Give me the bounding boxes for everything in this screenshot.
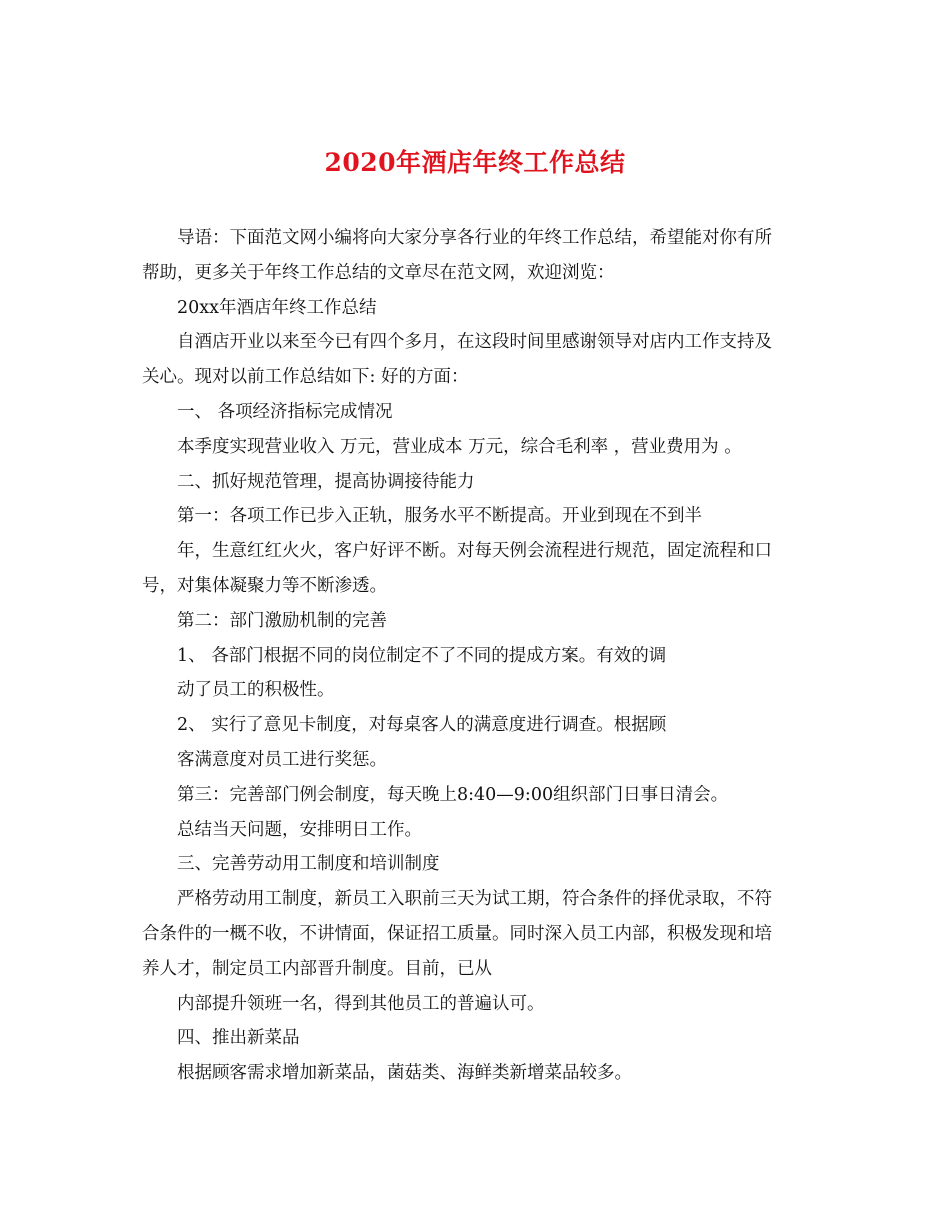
paragraph-line: 客满意度对员工进行奖惩。 [177,749,387,770]
paragraph-line: 总结当天问题，安排明日工作。 [177,819,422,840]
paragraph-line: 根据顾客需求增加新菜品，菌菇类、海鲜类新增菜品较多。 [177,1063,632,1084]
paragraph-line: 严格劳动用工制度，新员工入职前三天为试工期，符合条件的择优录取，不符 [177,889,772,910]
paragraph-line: 本季度实现营业收入 万元，营业成本 万元，综合毛利率 ，营业费用为 。 [177,436,742,457]
section-heading: 四、推出新菜品 [177,1028,300,1049]
paragraph-line: 号，对集体凝聚力等不断渗透。 [142,575,387,596]
paragraph-line: 动了员工的积极性。 [177,680,335,701]
paragraph-line: 第二：部门激励机制的完善 [177,610,387,631]
section-heading: 二、抓好规范管理，提高协调接待能力 [177,471,475,492]
list-item: 1、 各部门根据不同的岗位制定不了不同的提成方案。有效的调 [177,645,667,666]
paragraph-line: 第一：各项工作已步入正轨，服务水平不断提高。开业到现在不到半 [177,506,702,527]
document-body [142,221,818,1091]
paragraph-line: 导语：下面范文网小编将向大家分享各行业的年终工作总结，希望能对你有所 [177,228,772,248]
paragraph-line: 内部提升领班一名，得到其他员工的普遍认可。 [177,993,545,1014]
paragraph-line: 养人才，制定员工内部晋升制度。目前，已从 [142,958,492,979]
paragraph-line: 关心。现对以前工作总结如下: 好的方面： [142,367,469,388]
section-heading: 三、完善劳动用工制度和培训制度 [177,854,440,875]
paragraph-line: 自酒店开业以来至今已有四个多月，在这段时间里感谢领导对店内工作支持及 [177,332,772,353]
paragraph-line: 合条件的一概不收，不讲情面，保证招工质量。同时深入员工内部，积极发现和培 [142,923,772,944]
paragraph-line: 第三：完善部门例会制度，每天晚上8:40—9:00组织部门日事日清会。 [177,784,729,805]
page-title: 2020年酒店年终工作总结 [324,148,626,177]
paragraph-line: 年，生意红红火火，客户好评不断。对每天例会流程进行规范，固定流程和口 [177,541,772,562]
paragraph-line: 帮助，更多关于年终工作总结的文章尽在范文网，欢迎浏览： [142,262,615,283]
section-heading: 一、 各项经济指标完成情况 [177,401,393,422]
list-item: 2、 实行了意见卡制度，对每桌客人的满意度进行调查。根据顾 [177,715,667,736]
paragraph-line: 20xx年酒店年终工作总结 [177,297,377,318]
